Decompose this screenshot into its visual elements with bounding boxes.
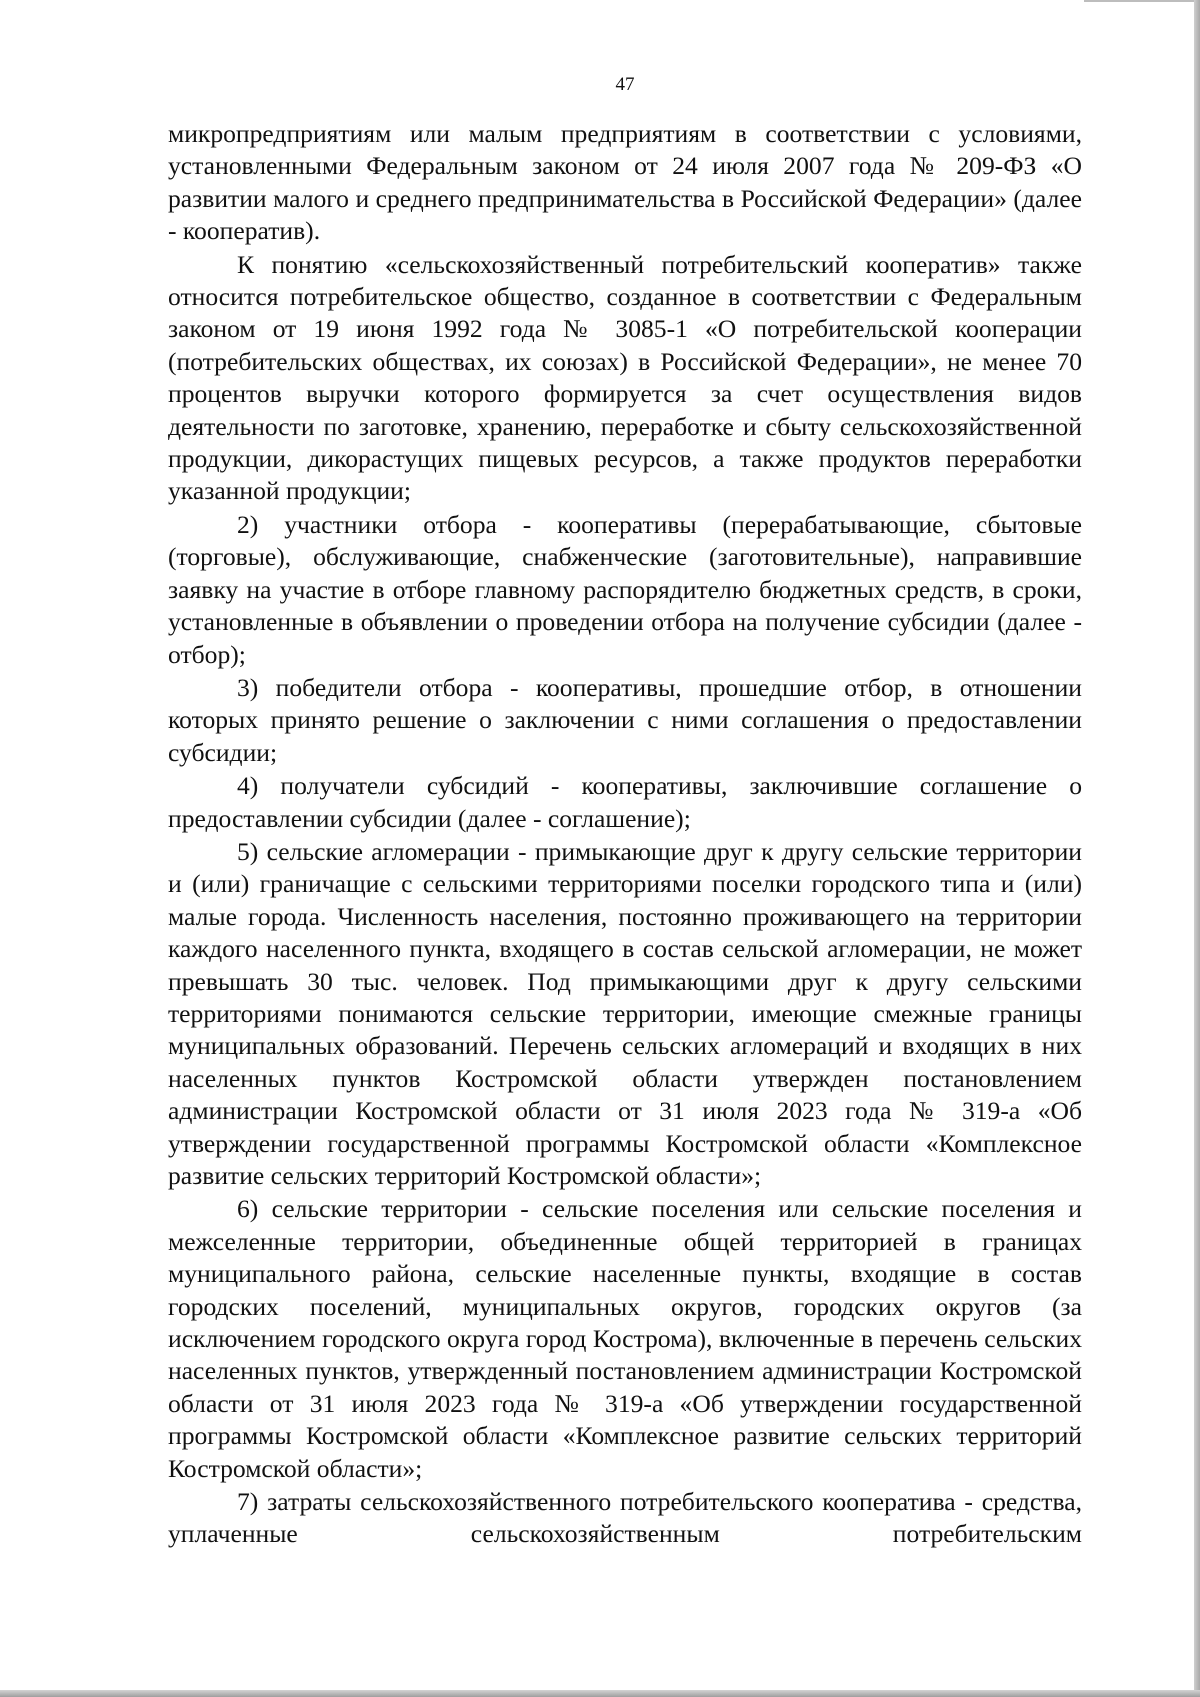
scan-edge-top [1084,0,1194,2]
paragraph-item-3: 3) победители отбора - кооперативы, прошедшие отбор, в отношении которых принято решение о заключении с ними соглашения о предоставлении субсидии; [168,672,1082,767]
paragraph-item-6: 6) сельские территории - сельские поселения или сельские поселения и межселенные территории, объединенные общей территорией в границах муниципального района, сельские населенные пункты, входящие в состав городских поселений, муниципальных округов, городских округов (за исключением городского округа город Кострома), включенные в перечень сельских населенных пунктов, утвержденный постановлением администрации Костромской области от 31 июля 2023 года № 319-а «Об утверждении государственной программы Костромской области «Комплексное развитие сельских территорий Костромской области»; [168,1194,1082,1483]
scan-edge-right [1194,0,1200,1697]
scan-edge-bottom [0,1690,1200,1697]
paragraph-cooperative-definition: К понятию «сельскохозяйственный потребительский кооператив» также относится потребительское общество, созданное в соответствии с Федеральным законом от 19 июня 1992 года № 3085-1 «О потребительской кооперации (потребительских обществах, их союзах) в Российской Федерации», не менее 70 процентов выручки которого формируется за счет осуществления видов деятельности по заготовке, хранению, переработке и сбыту сельскохозяйственной продукции, дикорастущих пищевых ресурсов, а также продуктов переработки указанной продукции; [168,249,1082,506]
paragraph-continuation: микропредприятиям или малым предприятиям в соответствии с условиями, установленными Федеральным законом от 24 июля 2007 года № 209-ФЗ «О развитии малого и среднего предпринимательства в Российской Федерации» (далее - кооператив). [168,119,1082,246]
paragraph-item-4: 4) получатели субсидий - кооперативы, заключившие соглашение о предоставлении субсидии (далее - соглашение); [168,771,1082,833]
paragraph-item-2: 2) участники отбора - кооперативы (перерабатывающие, сбытовые (торговые), обслуживающие, снабженческие (заготовительные), направившие заявку на участие в отборе главному распорядителю бюджетных средств, в сроки, установленные в объявлении о проведении отбора на получение субсидии (далее - отбор); [168,509,1082,669]
page-number: 47 [615,74,635,95]
paragraph-item-7: 7) затраты сельскохозяйственного потребительского кооператива - средства, уплаченные сельскохозяйственным потребительским [168,1487,1082,1549]
paragraph-item-5: 5) сельские агломерации - примыкающие друг к другу сельские территории и (или) граничащие с сельскими территориями поселки городского типа и (или) малые города. Численность населения, постоянно проживающего на территории каждого населенного пункта, входящего в состав сельской агломерации, не может превышать 30 тыс. человек. Под примыкающими друг к другу сельскими территориями понимаются сельские территории, имеющие смежные границы муниципальных образований. Перечень сельских агломераций и входящих в них населенных пунктов Костромской области утвержден постановлением администрации Костромской области от 31 июля 2023 года № 319-а «Об утверждении государственной программы Костромской области «Комплексное развитие сельских территорий Костромской области»; [168,836,1082,1190]
document-body [168,118,1082,1551]
